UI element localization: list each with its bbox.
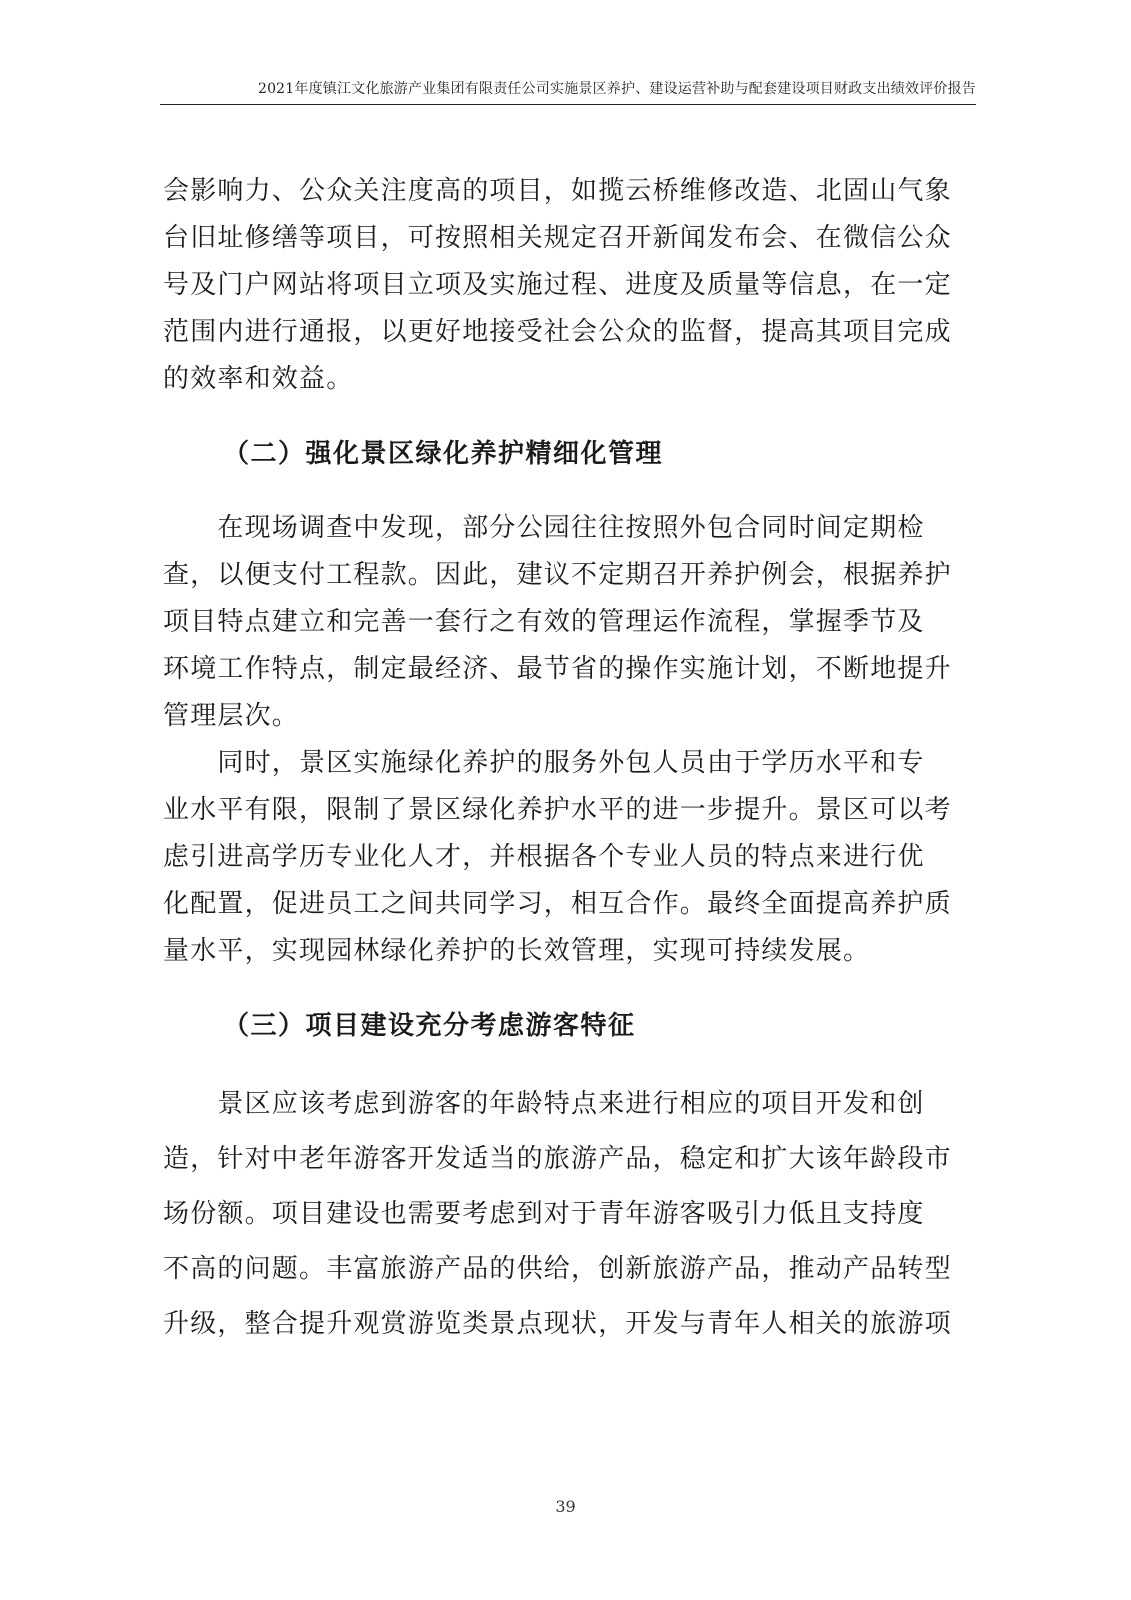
text-line: 量水平，实现园林绿化养护的长效管理，实现可持续发展。: [163, 936, 871, 966]
text-line: 项目特点建立和完善一套行之有效的管理运作流程，掌握季节及: [163, 607, 925, 637]
paragraph-1: [163, 168, 975, 403]
text-line: 查，以便支付工程款。因此，建议不定期召开养护例会，根据养护: [163, 560, 952, 590]
text-line: 台旧址修缮等项目，可按照相关规定召开新闻发布会、在微信公众: [163, 223, 952, 253]
paragraph-3: [163, 740, 975, 975]
text-line: 范围内进行通报，以更好地接受社会公众的监督，提高其项目完成: [163, 317, 952, 347]
text-line: 的效率和效益。: [163, 364, 354, 394]
text-line: 管理层次。: [163, 701, 300, 731]
text-line: 化配置，促进员工之间共同学习，相互合作。最终全面提高养护质: [163, 889, 952, 919]
header-title: 2021年度镇江文化旅游产业集团有限责任公司实施景区养护、建设运营补助与配套建设项目财政支出绩效评价报告: [257, 81, 976, 97]
page-number: 39: [555, 1497, 576, 1516]
text-line: 不高的问题。丰富旅游产品的供给，创新旅游产品，推动产品转型: [163, 1254, 952, 1284]
text-line: 造，针对中老年游客开发适当的旅游产品，稳定和扩大该年龄段市: [163, 1144, 952, 1174]
section-heading-3: （三）项目建设充分考虑游客特征: [223, 1011, 636, 1041]
text-line: 虑引进高学历专业化人才，并根据各个专业人员的特点来进行优: [163, 842, 925, 872]
text-line: 号及门户网站将项目立项及实施过程、进度及质量等信息，在一定: [163, 270, 952, 300]
text-line: 场份额。项目建设也需要考虑到对于青年游客吸引力低且支持度: [163, 1199, 925, 1229]
document-body: [163, 168, 975, 1352]
text-line: 升级，整合提升观赏游览类景点现状，开发与青年人相关的旅游项: [163, 1309, 952, 1339]
page-header: [160, 70, 976, 105]
text-line: 业水平有限，限制了景区绿化养护水平的进一步提升。景区可以考: [163, 795, 952, 825]
paragraph-4: [163, 1077, 975, 1352]
section-heading-2: （二）强化景区绿化养护精细化管理: [223, 439, 664, 469]
text-line: 会影响力、公众关注度高的项目，如揽云桥维修改造、北固山气象: [163, 176, 952, 206]
text-line: 同时，景区实施绿化养护的服务外包人员由于学历水平和专: [163, 748, 925, 778]
paragraph-2: [163, 505, 975, 740]
text-line: 环境工作特点，制定最经济、最节省的操作实施计划，不断地提升: [163, 654, 952, 684]
text-line: 在现场调查中发现，部分公园往往按照外包合同时间定期检: [163, 513, 925, 543]
text-line: 景区应该考虑到游客的年龄特点来进行相应的项目开发和创: [163, 1089, 925, 1119]
